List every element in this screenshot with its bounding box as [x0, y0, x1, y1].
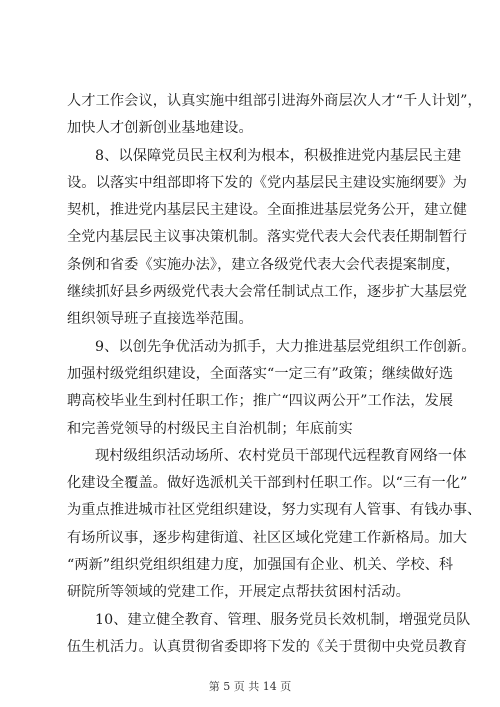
document-body: [67, 88, 482, 661]
text-line: 8、以保障党员民主权利为根本，积极推进党内基层民主建: [95, 147, 462, 164]
text-line: 人才工作会议，认真实施中组部引进海外商层次人才“千人计划”，: [67, 93, 482, 109]
text-line: 9、以创先争优活动为抓手，大力推进基层党组织工作创新。: [95, 338, 476, 355]
text-line: 现村级组织活动场所、农村党员干部现代远程教育网络一体: [95, 447, 467, 464]
text-line: 化建设全覆盖。做好选派机关干部到村任职工作。以“三有一化”: [67, 475, 468, 492]
text-line: 加强村级党组织建设，全面落实“一定三有”政策；继续做好选: [67, 365, 454, 382]
text-line: 10、建立健全教育、管理、服务党员长效机制，增强党员队: [95, 611, 471, 628]
page-footer: 第 5 页 共 14 页: [208, 680, 292, 693]
text-line: 组织领导班子直接选举范围。: [67, 311, 253, 328]
text-line: 聘高校毕业生到村任职工作；推广“四议两公开”工作法，发展: [67, 393, 454, 410]
text-line: 全党内基层民主议事决策机制。落实党代表大会代表任期制暂行: [67, 229, 468, 246]
text-line: 为重点推进城市社区党组织建设，努力实现有人管事、有钱办事、: [67, 502, 482, 519]
text-line: 和完善党领导的村级民主自治机制；年底前实: [67, 420, 353, 437]
text-line: 伍生机活力。认真贯彻省委即将下发的《关于贯彻中央党员教育: [67, 638, 468, 655]
text-line: 有场所议事，逐步构建街道、社区区域化党建工作新格局。加大: [67, 529, 468, 546]
text-line: 继续抓好县乡两级党代表大会常任制试点工作，逐步扩大基层党: [67, 284, 468, 301]
text-line: 研院所等领域的党建工作，开展定点帮扶贫困村活动。: [67, 584, 410, 601]
text-line: 加快人才创新创业基地建设。: [67, 120, 253, 137]
text-line: 条例和省委《实施办法》，建立各级党代表大会代表提案制度，: [67, 256, 460, 273]
text-line: 契机，推进党内基层民主建设。全面推进基层党务公开，建立健: [67, 202, 468, 219]
text-line: 设。以落实中组部即将下发的《党内基层民主建设实施纲要》为: [67, 174, 468, 191]
text-line: “两新”组织党组织组建力度，加强国有企业、机关、学校、科: [67, 557, 454, 574]
